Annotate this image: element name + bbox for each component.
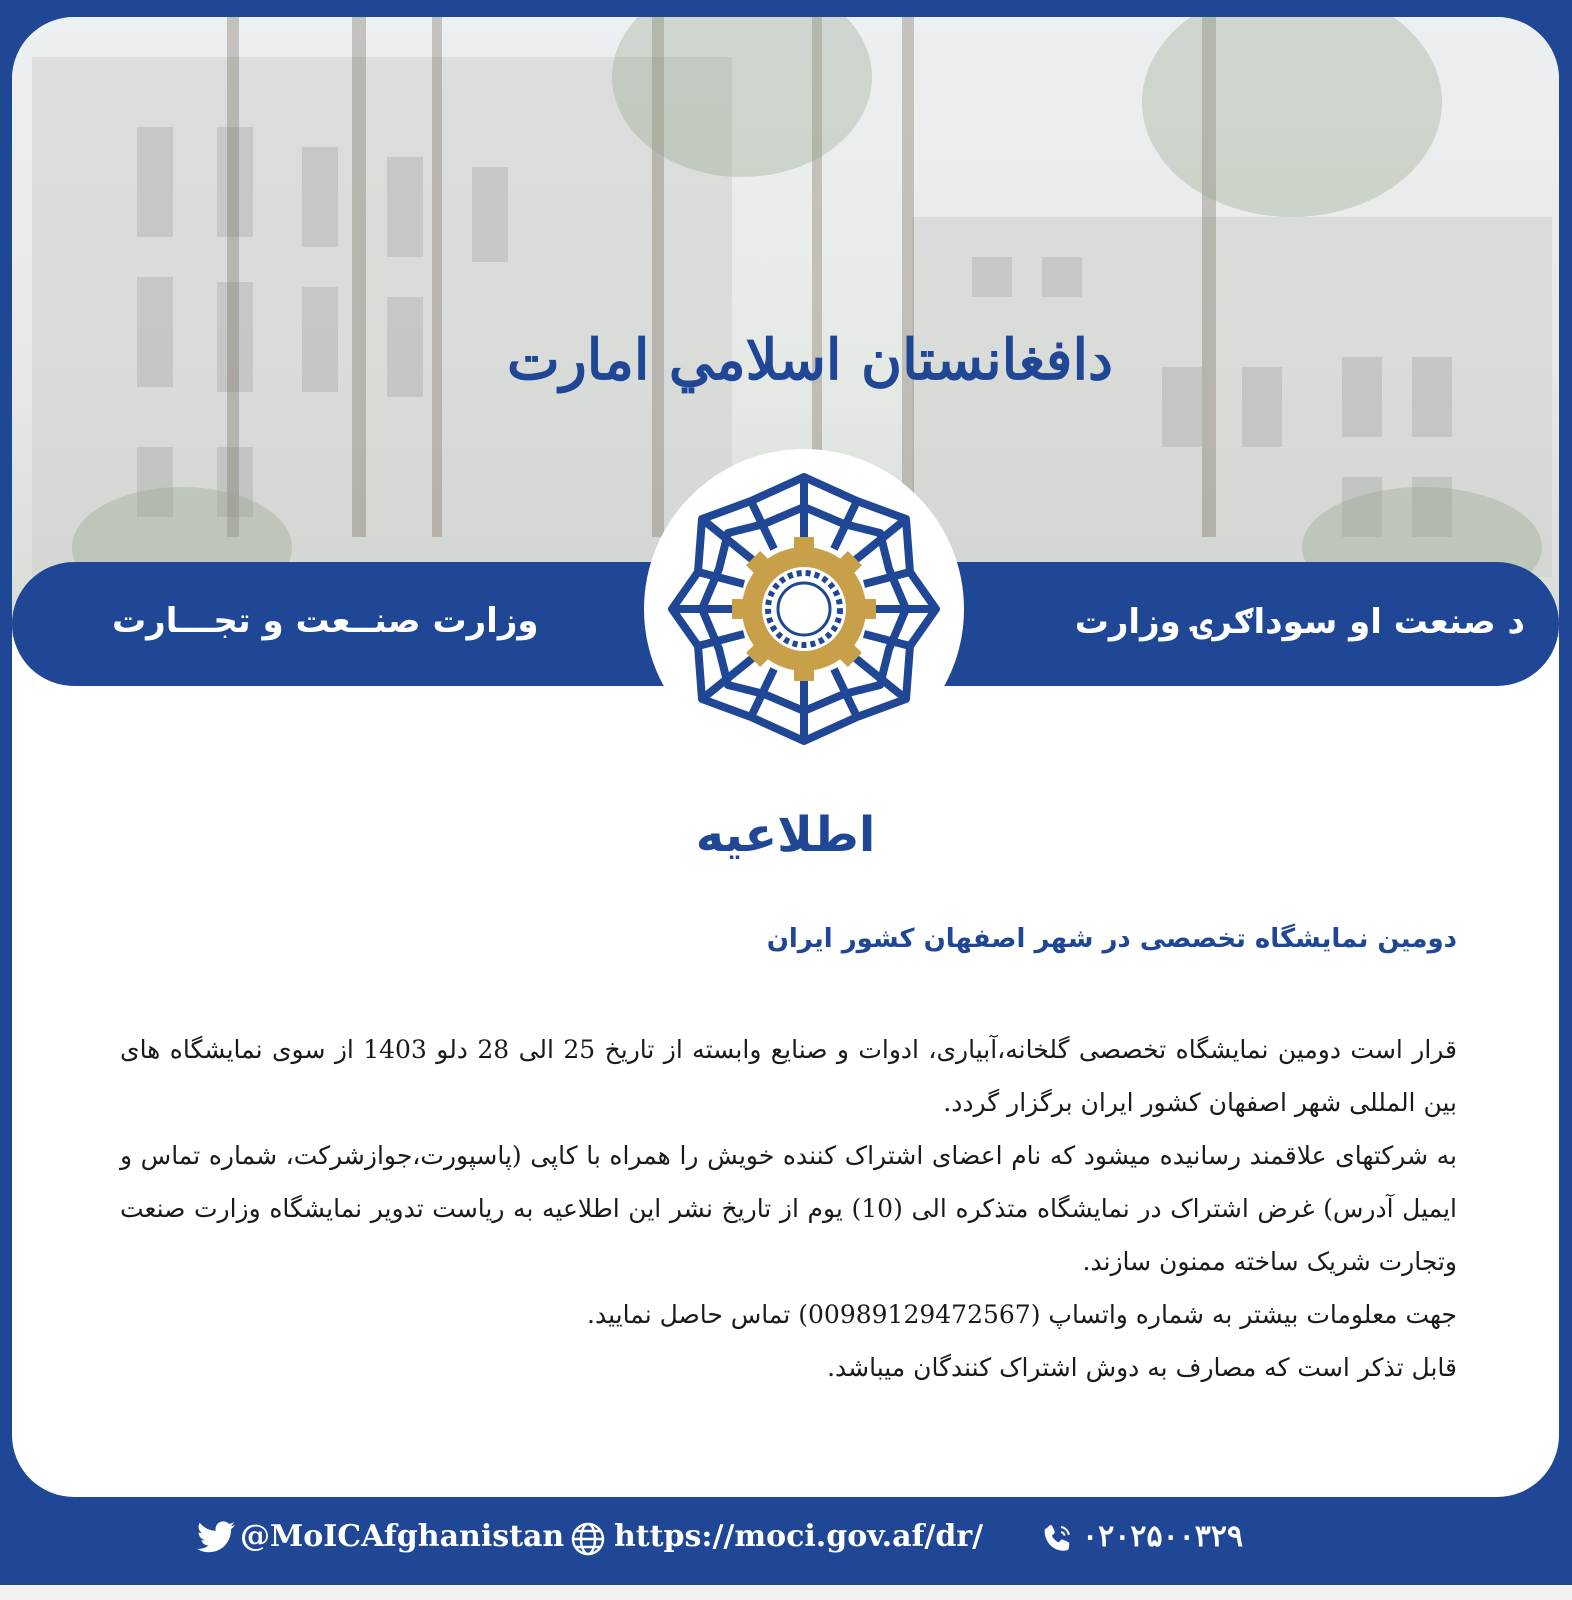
emirate-calligraphy-logo bbox=[500, 315, 1120, 415]
ministry-emblem-icon bbox=[644, 449, 964, 769]
notice-card bbox=[12, 17, 1559, 1497]
globe-icon bbox=[570, 1521, 606, 1557]
paragraph-costs: قابل تذکر است که مصارف به دوش اشتراک کنندگان میباشد. bbox=[827, 1353, 1457, 1382]
ministry-logo bbox=[644, 449, 964, 769]
calligraphy-text: دافغانستان اسلامي امارت bbox=[507, 327, 1113, 393]
notice-subtitle: دومین نمایشگاه تخصصی در شهر اصفهان کشور ایران bbox=[766, 924, 1457, 954]
paragraph-registration: به شرکتهای علاقمند رسانیده میشود که نام اعضای اشتراک کننده خویش را همراه با کاپی (پاسپورت،جوازشرکت، شماره تماس و ایمیل آدرس) غرض اشتراک در نمایشگاه متذکره الی (10) یوم از تاریخ نشر این اطلاعیه به ریاست تدویر نمایشگاه وزارت صنعت وتجارت شریک ساخته ممنون سازند. bbox=[120, 1141, 1457, 1276]
notice-title: اطلاعیه bbox=[695, 807, 876, 863]
twitter-icon bbox=[197, 1521, 235, 1553]
paragraph-contact: جهت معلومات بیشتر به شماره واتساپ (00989129472567) تماس حاصل نمایید. bbox=[587, 1300, 1457, 1329]
website-link[interactable]: https://moci.gov.af/dr/ bbox=[614, 1519, 984, 1554]
footer-bar bbox=[0, 1497, 1572, 1585]
notice-body bbox=[120, 1023, 1457, 1394]
phone-icon bbox=[1040, 1521, 1076, 1557]
twitter-handle[interactable]: @MoICAfghanistan bbox=[240, 1519, 565, 1554]
ministry-name-dari: وزارت صنــعت و تجـــارت bbox=[112, 601, 539, 641]
bottom-strip bbox=[0, 1585, 1572, 1600]
ministry-name-pashto: د صنعت او سوداګرۍ وزارت bbox=[1074, 602, 1525, 642]
paragraph-event: قرار است دومین نمایشگاه تخصصی گلخانه،آبیاری، ادوات و صنایع وابسته از تاریخ 25 الی 28 دلو 1403 از سوی نمایشگاه های بین المللی شهر اصفهان کشور ایران برگزار گردد. bbox=[120, 1035, 1458, 1117]
phone-number[interactable]: ۰۲۰۲۵۰۰۳۲۹ bbox=[1082, 1519, 1244, 1554]
